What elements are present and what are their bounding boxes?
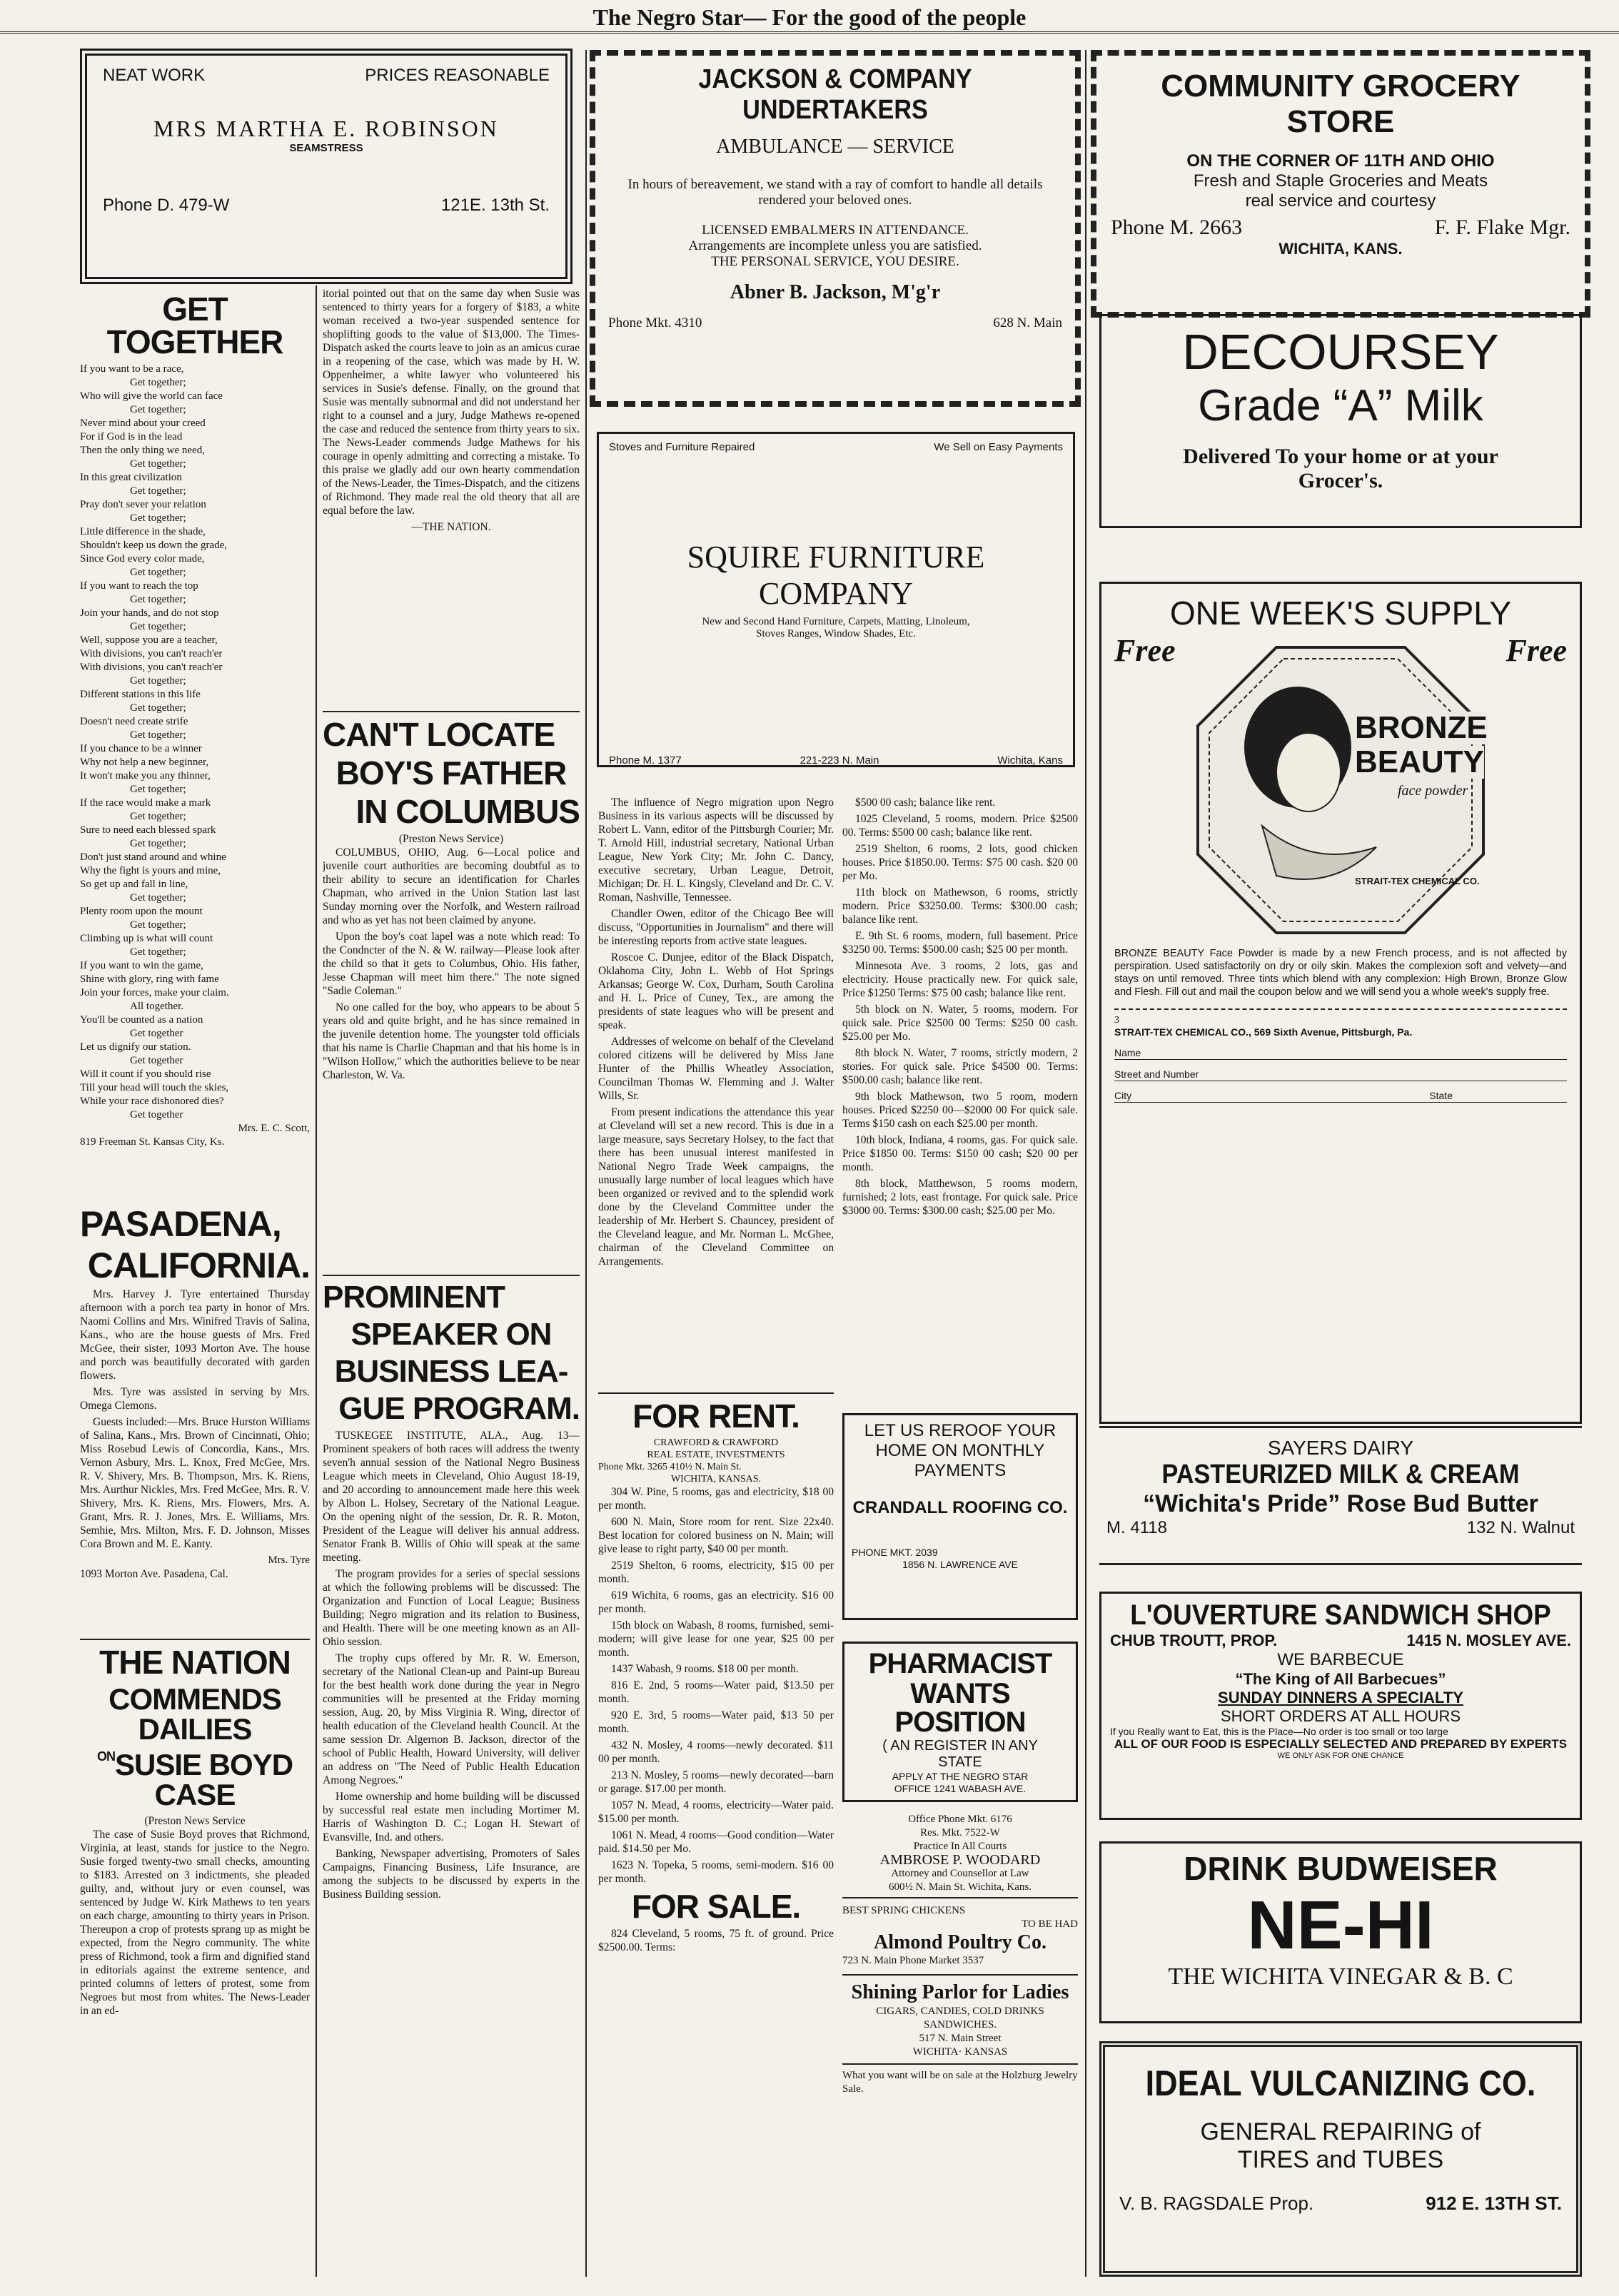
product-box: [1191, 640, 1491, 940]
coupon-name-field[interactable]: [1114, 1047, 1567, 1060]
headline: BUSINESS LEA-: [334, 1354, 568, 1389]
ad-title: SQUIRE FURNITURE COMPANY: [687, 540, 985, 611]
poem-line: If the race would make a mark: [80, 797, 211, 809]
poem-line: Shouldn't keep us down the grade,: [80, 540, 228, 551]
ad-title: JACKSON & COMPANY UNDERTAKERS: [698, 64, 972, 125]
rent-listing: 304 W. Pine, 5 rooms, gas and electricity, $18 00 per month.: [598, 1486, 834, 1512]
ad-text: What you want will be on sale at the Holzburg Jewelry Sale.: [842, 2070, 1078, 2095]
ad-title: Almond Poultry Co.: [874, 1931, 1046, 1953]
rent-listing: 432 N. Mosley, 4 rooms—newly decorated. $11 00 per month.: [598, 1739, 834, 1765]
ad-text: Grocer's.: [1298, 469, 1383, 492]
ad-woodard-attorney: [842, 1813, 1078, 1898]
sale-listing: 1025 Cleveland, 5 rooms, modern. Price $2500 00. Terms: $500 00 cash; balance like rent.: [842, 813, 1078, 839]
article-cant-locate: [323, 707, 580, 1270]
article-pasadena: [80, 1200, 310, 1629]
rent-listing: 816 E. 2nd, 5 rooms—Water paid, $13.50 per month.: [598, 1679, 834, 1705]
ad-text: TIRES and TUBES: [1237, 2146, 1444, 2173]
poem-refrain: Get together;: [130, 377, 186, 388]
poem-get-together: [80, 287, 310, 1193]
ad-title: L'OUVERTURE SANDWICH SHOP: [1130, 1599, 1551, 1631]
ad-text: real service and courtesy: [1245, 191, 1436, 211]
divider: [323, 1275, 580, 1276]
ad-title: SAYERS DAIRY: [1267, 1437, 1414, 1459]
paragraph: The program provides for a series of special sessions at which the following problems will be discussed: The Organization and Function of Local League; Business Building; Negro migration and its relation to Business, and Health. There will be one meeting known as an All-Ohio session.: [323, 1568, 580, 1648]
ad-trade: SEAMSTRESS: [289, 142, 363, 154]
ad-free: Free: [1114, 633, 1176, 668]
rent-listing: 15th block on Wabash, 8 rooms, furnished, semi-modern; will give lease for one year, $25 00 per month.: [598, 1619, 834, 1659]
byline: (Preston News Service): [398, 833, 504, 845]
ad-signature: Abner B. Jackson, M'g'r: [730, 281, 941, 303]
masthead: [0, 0, 1619, 34]
ad-title: COMMUNITY GROCERY STORE: [1161, 69, 1520, 139]
ad-text: STATE: [938, 1754, 982, 1770]
paragraph: Roscoe C. Dunjee, editor of the Black Dispatch, Oklahoma City, John L. Webb of Hot Springs Arkansas; George W. Cox, Durham, South Carolina and H. L. Price of Cuney, Tex., are among the presidents of state leagues who will be present and speak.: [598, 951, 834, 1031]
ad-community-grocery: [1091, 50, 1590, 318]
sale-listing: 10th block, Indiana, 4 rooms, gas. For quick sale. Price $1850 00. Terms: $150 00 cash; $20 00 per month.: [842, 1134, 1078, 1173]
sale-listing: 11th block on Mathewson, 6 rooms, strictly modern. Price $3250.00. Terms: $300.00 cash; balance like rent.: [842, 886, 1078, 926]
sale-listing: 5th block on N. Water, 5 rooms, modern. For quick sale. Price $2500 00 Terms: $250 00 cash. $25.00 per Mo.: [842, 1003, 1078, 1043]
poem-line: Doesn't need create strife: [80, 716, 188, 727]
ad-louverture-sandwich-shop: [1099, 1592, 1582, 1820]
agency-phone: Phone Mkt. 3265 410½ N. Main St.: [598, 1462, 742, 1472]
ad-text: SUNDAY DINNERS A SPECIALTY: [1218, 1689, 1463, 1706]
ad-text: WE BARBECUE: [1277, 1650, 1404, 1669]
agency: CRAWFORD & CRAWFORD: [653, 1437, 779, 1448]
poem-refrain: Get together;: [130, 485, 186, 497]
ad-address: 912 E. 13TH ST.: [1426, 2193, 1562, 2214]
ad-text: Office Phone Mkt. 6176: [908, 1814, 1012, 1825]
ad-crandall-roofing: [842, 1413, 1078, 1620]
coupon-field-label: Street and Number: [1114, 1068, 1199, 1080]
ad-address: 1856 N. LAWRENCE AVE: [902, 1559, 1018, 1570]
sale-listing: 9th block Mathewson, two 5 room, modern houses. Priced $2250 00—$2000 00 For quick sale. Terms $150 cash on each $25.00 per month.: [842, 1091, 1078, 1130]
ad-almond-poultry: [842, 1904, 1078, 1976]
headline: SUSIE BOYD CASE: [114, 1748, 293, 1811]
rent-listing: 1623 N. Topeka, 5 rooms, semi-modern. $16 00 per month.: [598, 1859, 834, 1885]
poem-line: With divisions, you can't reach'er: [80, 648, 223, 659]
poem-refrain: Get together;: [130, 946, 186, 958]
poem-line: Shine with glory, ring with fame: [80, 973, 219, 985]
paragraph: The trophy cups offered by Mr. R. W. Emerson, secretary of the National Clean-up and Paint-up Bureau for the best health work done during the year in Negro communities will be presented at the Friday morning session, Aug. 20, by Miss Virginia R. Wing, director of health education of the Cleveland health Council. At the same session Dr. Algernon B. Jackson, director of the school of Public Health, Howard University, will deliver an address on "The Need of Public Health Education Among Negroes.": [323, 1652, 580, 1786]
poem-refrain: Get together;: [130, 811, 186, 822]
headline: PROMINENT: [323, 1280, 505, 1315]
divider: [842, 2063, 1078, 2065]
poem-refrain: Get together;: [130, 784, 186, 795]
ad-text: Attorney and Counsellor at Law: [891, 1868, 1029, 1879]
ad-brand: NE-HI: [1247, 1887, 1434, 1963]
rent-listing: 1061 N. Mead, 4 rooms—Good condition—Water paid. $14.50 per Mo.: [598, 1829, 834, 1855]
poem-refrain: Get together;: [130, 892, 186, 904]
column-rule: [1085, 50, 1086, 2277]
ad-address: 221-223 N. Main: [800, 754, 879, 767]
ad-manager: F. F. Flake Mgr.: [1434, 216, 1570, 239]
poem-refrain: Get together: [130, 1055, 183, 1066]
ad-phone: M. 4118: [1106, 1518, 1167, 1537]
ad-text: BEST SPRING CHICKENS: [842, 1905, 966, 1916]
poem-line: Pray don't sever your relation: [80, 499, 206, 510]
poem-refrain: Get together;: [130, 567, 186, 578]
ad-decoursey-milk: [1099, 314, 1582, 528]
ad-text: HOME ON MONTHLY: [875, 1441, 1045, 1460]
ad-title: CRANDALL ROOFING CO.: [852, 1498, 1068, 1517]
ad-text: OFFICE 1241 WABASH AVE.: [894, 1783, 1027, 1794]
agency: REAL ESTATE, INVESTMENTS: [647, 1450, 785, 1460]
ad-text: New and Second Hand Furniture, Carpets, Matting, Linoleum, Stoves Ranges, Window Shades, Etc.: [702, 616, 970, 639]
ad-name: MRS MARTHA E. ROBINSON: [153, 116, 499, 141]
ad-text: Practice In All Courts: [913, 1841, 1007, 1852]
headline: CALIFORNIA.: [87, 1245, 310, 1285]
ad-description: BRONZE BEAUTY Face Powder is made by a new French process, and is not affected by perspiration. Used satisfactorily on dry or oily skin. Makes the complexion soft and velvety—and stays on until removed. Three tints which blend with any complexion: High Brown, Bronze Glow and Flesh. Fill out and mail the coupon below and we will send you a whole week's supply free.: [1114, 948, 1567, 998]
poem-line: If you want to be a race,: [80, 363, 184, 375]
ad-text: If you Really want to Eat, this is the Place—No order is too small or too large: [1110, 1726, 1448, 1737]
poem-line: If you want to win the game,: [80, 960, 203, 971]
poem-line: Will it count if you should rise: [80, 1068, 211, 1080]
ad-text: ON THE CORNER OF 11TH AND OHIO: [1186, 151, 1495, 171]
classified-for-rent: [598, 1388, 834, 2280]
poem-line: So get up and fall in line,: [80, 879, 188, 890]
ad-title: Shining Parlor for Ladies: [851, 1981, 1069, 2003]
coupon-number: 3: [1114, 1015, 1119, 1026]
ad-address: 1415 N. MOSLEY AVE.: [1406, 1632, 1571, 1649]
poem-line: Then the only thing we need,: [80, 445, 205, 456]
rent-listing: 2519 Shelton, 6 rooms, electricity, $15 00 per month.: [598, 1559, 834, 1585]
rent-listing: 600 N. Main, Store room for rent. Size 22x40. Best location for colored business on N. Main; will give lease to right party, $40 00 per month.: [598, 1516, 834, 1555]
paragraph: The influence of Negro migration upon Negro Business in its various aspects will be discussed by Robert L. Vann, editor of the Pittsburgh Courier; Mr. T. Arnold Hill, industrial secretary, National Urban League, New York City; Mr. John C. Dancy, executive secretary, Urban League, Detroit, Michigan; Dr. H. L. Kingsly, Cleveland and Dr. C. V. Roman, Nashville, Tennessee.: [598, 796, 834, 904]
paragraph: TUSKEGEE INSTITUTE, ALA., Aug. 13—Prominent speakers of both races will address the twenty seven'h annual session of the National Negro Business League which meets in Cleveland, Ohio August 18-19, and 20 according to announcement made here this week by Albon L. Holsey, Secretary of the National League. On the opening night of the session, Dr. R. R. Moton, President of the League will deliver his annual address. Senator Frank B. Willis of Ohio will speak at the same meeting.: [323, 1430, 580, 1564]
poem-line: Why not help a new beginner,: [80, 757, 209, 768]
ad-jackson-undertakers: [590, 50, 1081, 407]
ad-title: AMBROSE P. WOODARD: [879, 1852, 1041, 1868]
ad-bronze-beauty: [1099, 582, 1582, 1424]
ad-text: SANDWICHES.: [923, 2019, 997, 2031]
headline: GUE PROGRAM.: [338, 1391, 580, 1426]
ad-city: WICHITA, KANS.: [1278, 240, 1403, 258]
coupon-field-label: State: [1429, 1090, 1453, 1101]
poem-refrain: Get together;: [130, 729, 186, 741]
headline: THE NATION: [99, 1644, 291, 1681]
poem-line: Why the fight is yours and mine,: [80, 865, 221, 876]
poem-refrain: Get together;: [130, 838, 186, 849]
ad-right-text: PRICES REASONABLE: [365, 66, 550, 85]
paragraph: Addresses of welcome on behalf of the Cleveland colored citizens will be delivered by Miss Jane Hunter of the Phillis Wheatley Association, Councilman Thomas W. Flemming and J. Walter Wills, Sr.: [598, 1036, 834, 1102]
brand-tagline: face powder: [1398, 783, 1468, 799]
poem-refrain: Get together;: [130, 621, 186, 632]
poem-line: Since God every color made,: [80, 553, 205, 565]
source-credit: —THE NATION.: [411, 521, 491, 533]
article-nation-continued: [323, 287, 580, 715]
paragraph: COLUMBUS, OHIO, Aug. 6—Local police and juvenile court authorities are becoming doubtful as to their ability to secure an identification for Charles Chapman, who arrived in the Union Station last last Sunday morning over the Norfolk, and Western railroad and who as yet has not been claimed by anyone.: [323, 846, 580, 926]
ad-subtitle: PASTEURIZED MILK & CREAM: [1161, 1460, 1520, 1490]
paragraph: The case of Susie Boyd proves that Richmond, Virginia, at least, stands for justice to the Negro. Susie forged twenty-two small checks, amounting to $183. Arrested on 3 indictments, she pleaded guilty, and, without jury or even counsel, was sentenced by Judge W. Kirk Mathews to ten years on each charge, amounting to thirty years in Prison. Thereupon a crop of protests sprang up as might be expected, from the Negro community. The white press of Richmond, took a firm and dignified stand in editorials against the extreme sentence, and printed columns of letters of protest, some from Negroes but most from whites. The News-Leader in an ed-: [80, 1829, 310, 2017]
ad-text: APPLY AT THE NEGRO STAR: [892, 1771, 1029, 1782]
poem-line: Little difference in the shade,: [80, 526, 206, 537]
ad-squire-furniture: [597, 432, 1075, 767]
poem-line: Plenty room upon the mount: [80, 906, 203, 917]
poem-line: In this great civilization: [80, 472, 182, 483]
ad-text: Arrangements are incomplete unless you are satisfied.: [688, 238, 982, 253]
poem-body: [80, 363, 310, 1122]
poem-line: Climbing up is what will count: [80, 933, 213, 944]
paragraph: Mrs. Harvey J. Tyre entertained Thursday afternoon with a porch tea party in honor of Mrs. Naomi Collins and Mrs. Winifred Travis of Salina, Kans., who are the house guests of Mrs. Fred McGee, their sister, 1093 Morton Ave. The house and porch was beautifully decorated with garden flowers.: [80, 1288, 310, 1382]
ad-title: PHARMACIST: [868, 1648, 1052, 1679]
article-prominent-speaker: [323, 1270, 580, 2277]
ad-left-text: NEAT WORK: [103, 66, 206, 85]
ad-text: 723 N. Main Phone Market 3537: [842, 1955, 984, 1966]
ad-sayers-dairy: [1099, 1426, 1582, 1565]
brand-line: BEAUTY: [1355, 744, 1484, 779]
paragraph: Upon the boy's coat lapel was a note which read: To the Condncter of the N. & W. railway—Please look after the child so that it gets to Columbus, Ohio. His father, Jesse Chapman will meet him there." The note signed "Sadie Coleman.": [323, 931, 580, 997]
headline: FOR RENT.: [632, 1397, 800, 1435]
ad-text: WICHITA· KANSAS: [912, 2046, 1008, 2058]
poem-refrain: Get together;: [130, 512, 186, 524]
ad-text: Res. Mkt. 7522-W: [920, 1827, 1000, 1839]
ad-shining-parlor: [842, 1981, 1078, 2123]
poem-author-address: 819 Freeman St. Kansas City, Ks.: [80, 1136, 225, 1148]
poem-line: If you want to reach the top: [80, 580, 198, 592]
ad-text: Stoves and Furniture Repaired: [609, 441, 755, 453]
paragraph: Mrs. Tyre was assisted in serving by Mrs. Omega Clemons.: [80, 1386, 310, 1412]
sale-listing: $500 00 cash; balance like rent.: [855, 796, 996, 809]
poem-line: Join your hands, and do not stop: [80, 607, 219, 619]
paragraph: Banking, Newspaper advertising, Promoters of Sales Campaigns, Financing Business, Life Insurance, are among the subjects to be discussed by experts in the Business Building session.: [323, 1848, 580, 1901]
ad-phone: Phone M. 2663: [1111, 216, 1243, 239]
poem-refrain: Get together: [130, 1028, 183, 1039]
ad-address: 628 N. Main: [993, 315, 1062, 330]
ad-title: ONE WEEK'S SUPPLY: [1169, 595, 1512, 632]
article-business-league-cont: [598, 796, 834, 1388]
sale-listing: Minnesota Ave. 3 rooms, 2 lots, gas and electricity. House practically new. For quick sale, Price $1250 Terms: $75 00 cash; balance like rent.: [842, 960, 1078, 999]
poem-line: Till your head will touch the skies,: [80, 1082, 229, 1093]
ad-title: DECOURSEY: [1182, 324, 1499, 380]
poem-line: Well, suppose you are a teacher,: [80, 634, 218, 646]
headline: SPEAKER ON: [350, 1317, 552, 1352]
coupon-street-field[interactable]: [1114, 1068, 1567, 1081]
ad-text: LICENSED EMBALMERS IN ATTENDANCE.: [702, 223, 969, 238]
coupon-field-label: City: [1114, 1090, 1132, 1101]
headline: IN COLUMBUS: [355, 793, 580, 830]
ad-text: “Wichita's Pride” Rose Bud Butter: [1143, 1490, 1538, 1517]
poem-line: For if God is in the lead: [80, 431, 183, 442]
classified-for-sale-cont: [842, 796, 1078, 1410]
poem-line: Never mind about your creed: [80, 418, 206, 429]
masthead-rule: [0, 31, 1619, 34]
poem-author: Mrs. E. C. Scott,: [238, 1123, 310, 1134]
poem-line: Who will give the world can face: [80, 390, 223, 402]
ad-phone: PHONE MKT. 2039: [852, 1547, 938, 1558]
ad-ideal-vulcanizing: [1099, 2041, 1582, 2277]
article-nation-commends: [80, 1634, 310, 2277]
rent-listings: [598, 1485, 834, 1886]
ad-subtitle: Grade “A” Milk: [1198, 381, 1483, 430]
ad-city: Wichita, Kans: [997, 754, 1063, 767]
ad-text: 517 N. Main Street: [919, 2033, 1002, 2044]
poem-refrain: Get together;: [130, 702, 186, 714]
rent-listing: 1437 Wabash, 9 rooms. $18 00 per month.: [611, 1663, 799, 1675]
ad-address: 132 N. Walnut: [1466, 1518, 1575, 1537]
poem-line: Don't just stand around and whine: [80, 851, 226, 863]
headline: PASADENA,: [80, 1204, 281, 1244]
poem-line: Different stations in this life: [80, 689, 201, 700]
headline-small: ON: [96, 1749, 115, 1764]
ad-pharmacist: [842, 1642, 1078, 1802]
ad-text: GENERAL REPAIRING of: [1200, 2118, 1481, 2145]
paragraph: Home ownership and home building will be discussed by successful real estate men including Mortimer M. Harris of Washington D. C.; Logan H. Stewart of Evansville, Ind. and others.: [323, 1791, 580, 1844]
sale-listing: E. 9th St. 6 rooms, modern, full basement. Price $3250 00. Terms: $500.00 cash; $25 00 per month.: [842, 930, 1078, 956]
ad-text: 600½ N. Main St. Wichita, Kans.: [889, 1881, 1032, 1893]
ad-text: “The King of All Barbecues”: [1235, 1670, 1446, 1688]
ad-text: WE ONLY ASK FOR ONE CHANCE: [1277, 1751, 1404, 1760]
poem-line: Sure to need each blessed spark: [80, 824, 216, 836]
paragraph: Chandler Owen, editor of the Chicago Bee will discuss, "Opportunities in Journalism" and there will be interesting reports from active state leagues.: [598, 908, 834, 947]
coupon-city-field[interactable]: [1114, 1090, 1567, 1103]
ad-text: PAYMENTS: [914, 1461, 1007, 1480]
column-rule: [316, 285, 317, 2277]
brand-maker: STRAIT-TEX CHEMICAL CO.: [1355, 876, 1480, 886]
poem-refrain: Get together;: [130, 404, 186, 415]
poem-line: While your race dishonored dies?: [80, 1096, 224, 1107]
ad-title: DRINK BUDWEISER: [1184, 1850, 1498, 1887]
rent-listing: 619 Wichita, 6 rooms, gas an electricity. $16 00 per month.: [598, 1589, 834, 1615]
column-rule: [585, 50, 587, 2277]
ad-title: IDEAL VULCANIZING CO.: [1145, 2063, 1536, 2103]
ad-text: CIGARS, CANDIES, COLD DRINKS: [876, 2006, 1044, 2017]
headline: FOR SALE.: [631, 1888, 801, 1925]
headline: COMMENDS DAILIES: [109, 1682, 281, 1746]
signature-address: 1093 Morton Ave. Pasadena, Cal.: [80, 1568, 228, 1580]
poem-refrain: Get together;: [130, 919, 186, 931]
poem-line: With divisions, you can't reach'er: [80, 662, 223, 673]
poem-line: Let us dignify our station.: [80, 1041, 191, 1053]
ad-text: TO BE HAD: [1022, 1918, 1078, 1930]
headline: GET TOGETHER: [106, 290, 283, 360]
poem-refrain: Get together;: [130, 675, 186, 687]
ad-phone: Phone Mkt. 4310: [608, 315, 702, 330]
coupon-field-label: Name: [1114, 1047, 1141, 1058]
poem-line: You'll be counted as a nation: [80, 1014, 203, 1026]
poem-refrain: Get together: [130, 1109, 183, 1121]
ad-text: We Sell on Easy Payments: [934, 441, 1063, 453]
poem-refrain: Get together;: [130, 458, 186, 470]
rent-listing: 1057 N. Mead, 4 rooms, electricity—Water paid. $15.00 per month.: [598, 1799, 834, 1825]
paragraph: No one called for the boy, who appears to be about 5 years old and quite bright, and he has since remained in the juvenile detention home. The youngster told officials that his name is Charlie Chapman and that his home is in "Wilson Hollow," which the authorities believe to be near Charleston, W. Va.: [323, 1001, 580, 1081]
poem-refrain: All together.: [130, 1001, 183, 1012]
byline: (Preston News Service: [144, 1815, 246, 1827]
ad-address: 121E. 13th St.: [440, 196, 550, 215]
sale-listing: 8th block, Matthewson, 5 rooms modern, furnished; 2 lots, east frontage. For quick sale. Price $3000 00. Terms: $300.00 cash; $25.00 per Mo.: [842, 1178, 1078, 1217]
ad-text: In hours of bereavement, we stand with a ray of comfort to handle all details rendered your beloved ones.: [627, 177, 1043, 208]
rent-listing: 920 E. 3rd, 5 rooms—Water paid, $13 50 per month.: [598, 1709, 834, 1735]
sale-listing: 2519 Shelton, 6 rooms, 2 lots, good chicken houses. Price $1850.00. Terms: $75 00 cash. $20 00 per Mo.: [842, 843, 1078, 882]
ad-proprietor: V. B. RAGSDALE Prop.: [1119, 2193, 1314, 2214]
ad-martha-robinson: [80, 49, 573, 284]
sale-item: 824 Cleveland, 5 rooms, 75 ft. of ground. Price $2500.00. Terms:: [598, 1928, 834, 1953]
ad-text: SHORT ORDERS AT ALL HOURS: [1220, 1707, 1461, 1725]
ad-text: THE WICHITA VINEGAR & B. C: [1168, 1963, 1513, 1990]
poem-refrain: Get together;: [130, 594, 186, 605]
headline: CAN'T LOCATE: [323, 716, 555, 753]
ad-title: WANTS POSITION: [894, 1678, 1026, 1738]
coupon-divider: [1114, 1008, 1567, 1010]
paragraph: itorial pointed out that on the same day when Susie was sentenced to thirty years for a forgery of $183, a white woman received a two-year suspended sentence for shoplifting goods to the value of $13,000. The Times-Dispatch asked the courts leave to join as an amicus curae in a reopening of the case, which was made by H. W. Oppenheimer, a white lawyer who volunteered his services in Susie's defense. Finally, on the ground that Susie was mentally subnormal and did not understand her right to a counsel and a jury, Judge Mathews re-opened the case and reduced the sentence from thirty years to six. The News-Leader commends Judge Mathews for his courage in openly admitting and correcting a mistake. To this praise we gladly add our own hearty commendation of the News-Leader, the Times-Dispatch, and the citizens of Richmond. They made real the old theory that all are equal before the law.: [323, 288, 580, 517]
poem-line: If you chance to be a winner: [80, 743, 202, 754]
coupon-company: STRAIT-TEX CHEMICAL CO., 569 Sixth Avenue, Pittsburgh, Pa.: [1114, 1026, 1413, 1038]
masthead-title: The Negro Star— For the good of the people: [592, 4, 1027, 30]
headline: BOY'S FATHER: [336, 754, 567, 792]
ad-text: ALL OF OUR FOOD IS ESPECIALLY SELECTED AND PREPARED BY EXPERTS: [1114, 1737, 1568, 1751]
agency-city: WICHITA, KANSAS.: [670, 1474, 762, 1485]
ad-phone: Phone D. 479-W: [103, 196, 230, 215]
ad-subtitle: AMBULANCE — SERVICE: [716, 136, 954, 158]
ad-text: LET US REROOF YOUR: [864, 1421, 1056, 1440]
ad-text: Fresh and Staple Groceries and Meats: [1193, 171, 1488, 191]
ad-text: ( AN REGISTER IN ANY: [882, 1738, 1038, 1754]
rent-listing: 213 N. Mosley, 5 rooms—newly decorated—barn or garage. $17.00 per month.: [598, 1769, 834, 1795]
poem-line: Join your forces, make your claim.: [80, 987, 229, 998]
ad-text: THE PERSONAL SERVICE, YOU DESIRE.: [711, 254, 959, 269]
paragraph: Guests included:—Mrs. Bruce Hurston Williams of Salina, Kans., Mrs. Brown of Cincinnati, Ohio; Miss Rosebud Lewis of Concordia, Kans., Mrs. Vernon Asbury, Mrs. L. Knox, Fred McGee, Mrs. R. V. Shivery, Mrs. B. Thompson, Mrs. K. Riens, Mrs. Aurthur Nickles, Mrs. Fred McGee, Mrs. R. V. Shivery, Mrs. K. Riens, Mrs. Flowers, Mrs. A. Grant, Mrs. R. J. Jones, Mrs. E. Williams, Mrs. Semhie, Mrs. Milton, Mrs. F. D. Johnson, Misses Cora Brown and M. E. Kanty.: [80, 1416, 310, 1550]
ad-ne-hi: [1099, 1841, 1582, 2023]
brand-line: BRONZE: [1355, 710, 1488, 745]
ad-free: Free: [1505, 633, 1567, 668]
ad-proprietor: CHUB TROUTT, PROP.: [1110, 1632, 1278, 1649]
signature: Mrs. Tyre: [268, 1554, 310, 1566]
poem-line: It won't make you any thinner,: [80, 770, 211, 782]
ad-phone: Phone M. 1377: [609, 754, 682, 767]
sale-listings: [842, 796, 1078, 1218]
paragraph: From present indications the attendance this year at Cleveland will set a new record. This is due in a large measure, says Secretary Holsey, to the fact that there has been unusual interest manifested in National Negro Trade Week campaigns, the unusually large number of local leagues which have been organized or revived and to the splendid work done by the Cleveland Committee under the leadership of Mr. Herbert S. Chauncey, president of the Cleveland league, and Mr. Norman L. McGhee, chairman of the Cleveland Committee on Arrangements.: [598, 1106, 834, 1268]
divider: [323, 711, 580, 712]
sale-listing: 8th block N. Water, 7 rooms, strictly modern, 2 stories. For quick sale. Price $4500 00. Terms: $500.00 cash; balance like rent.: [842, 1047, 1078, 1086]
divider: [80, 1639, 310, 1640]
ad-text: Delivered To your home or at your: [1183, 445, 1498, 468]
divider: [598, 1392, 834, 1394]
